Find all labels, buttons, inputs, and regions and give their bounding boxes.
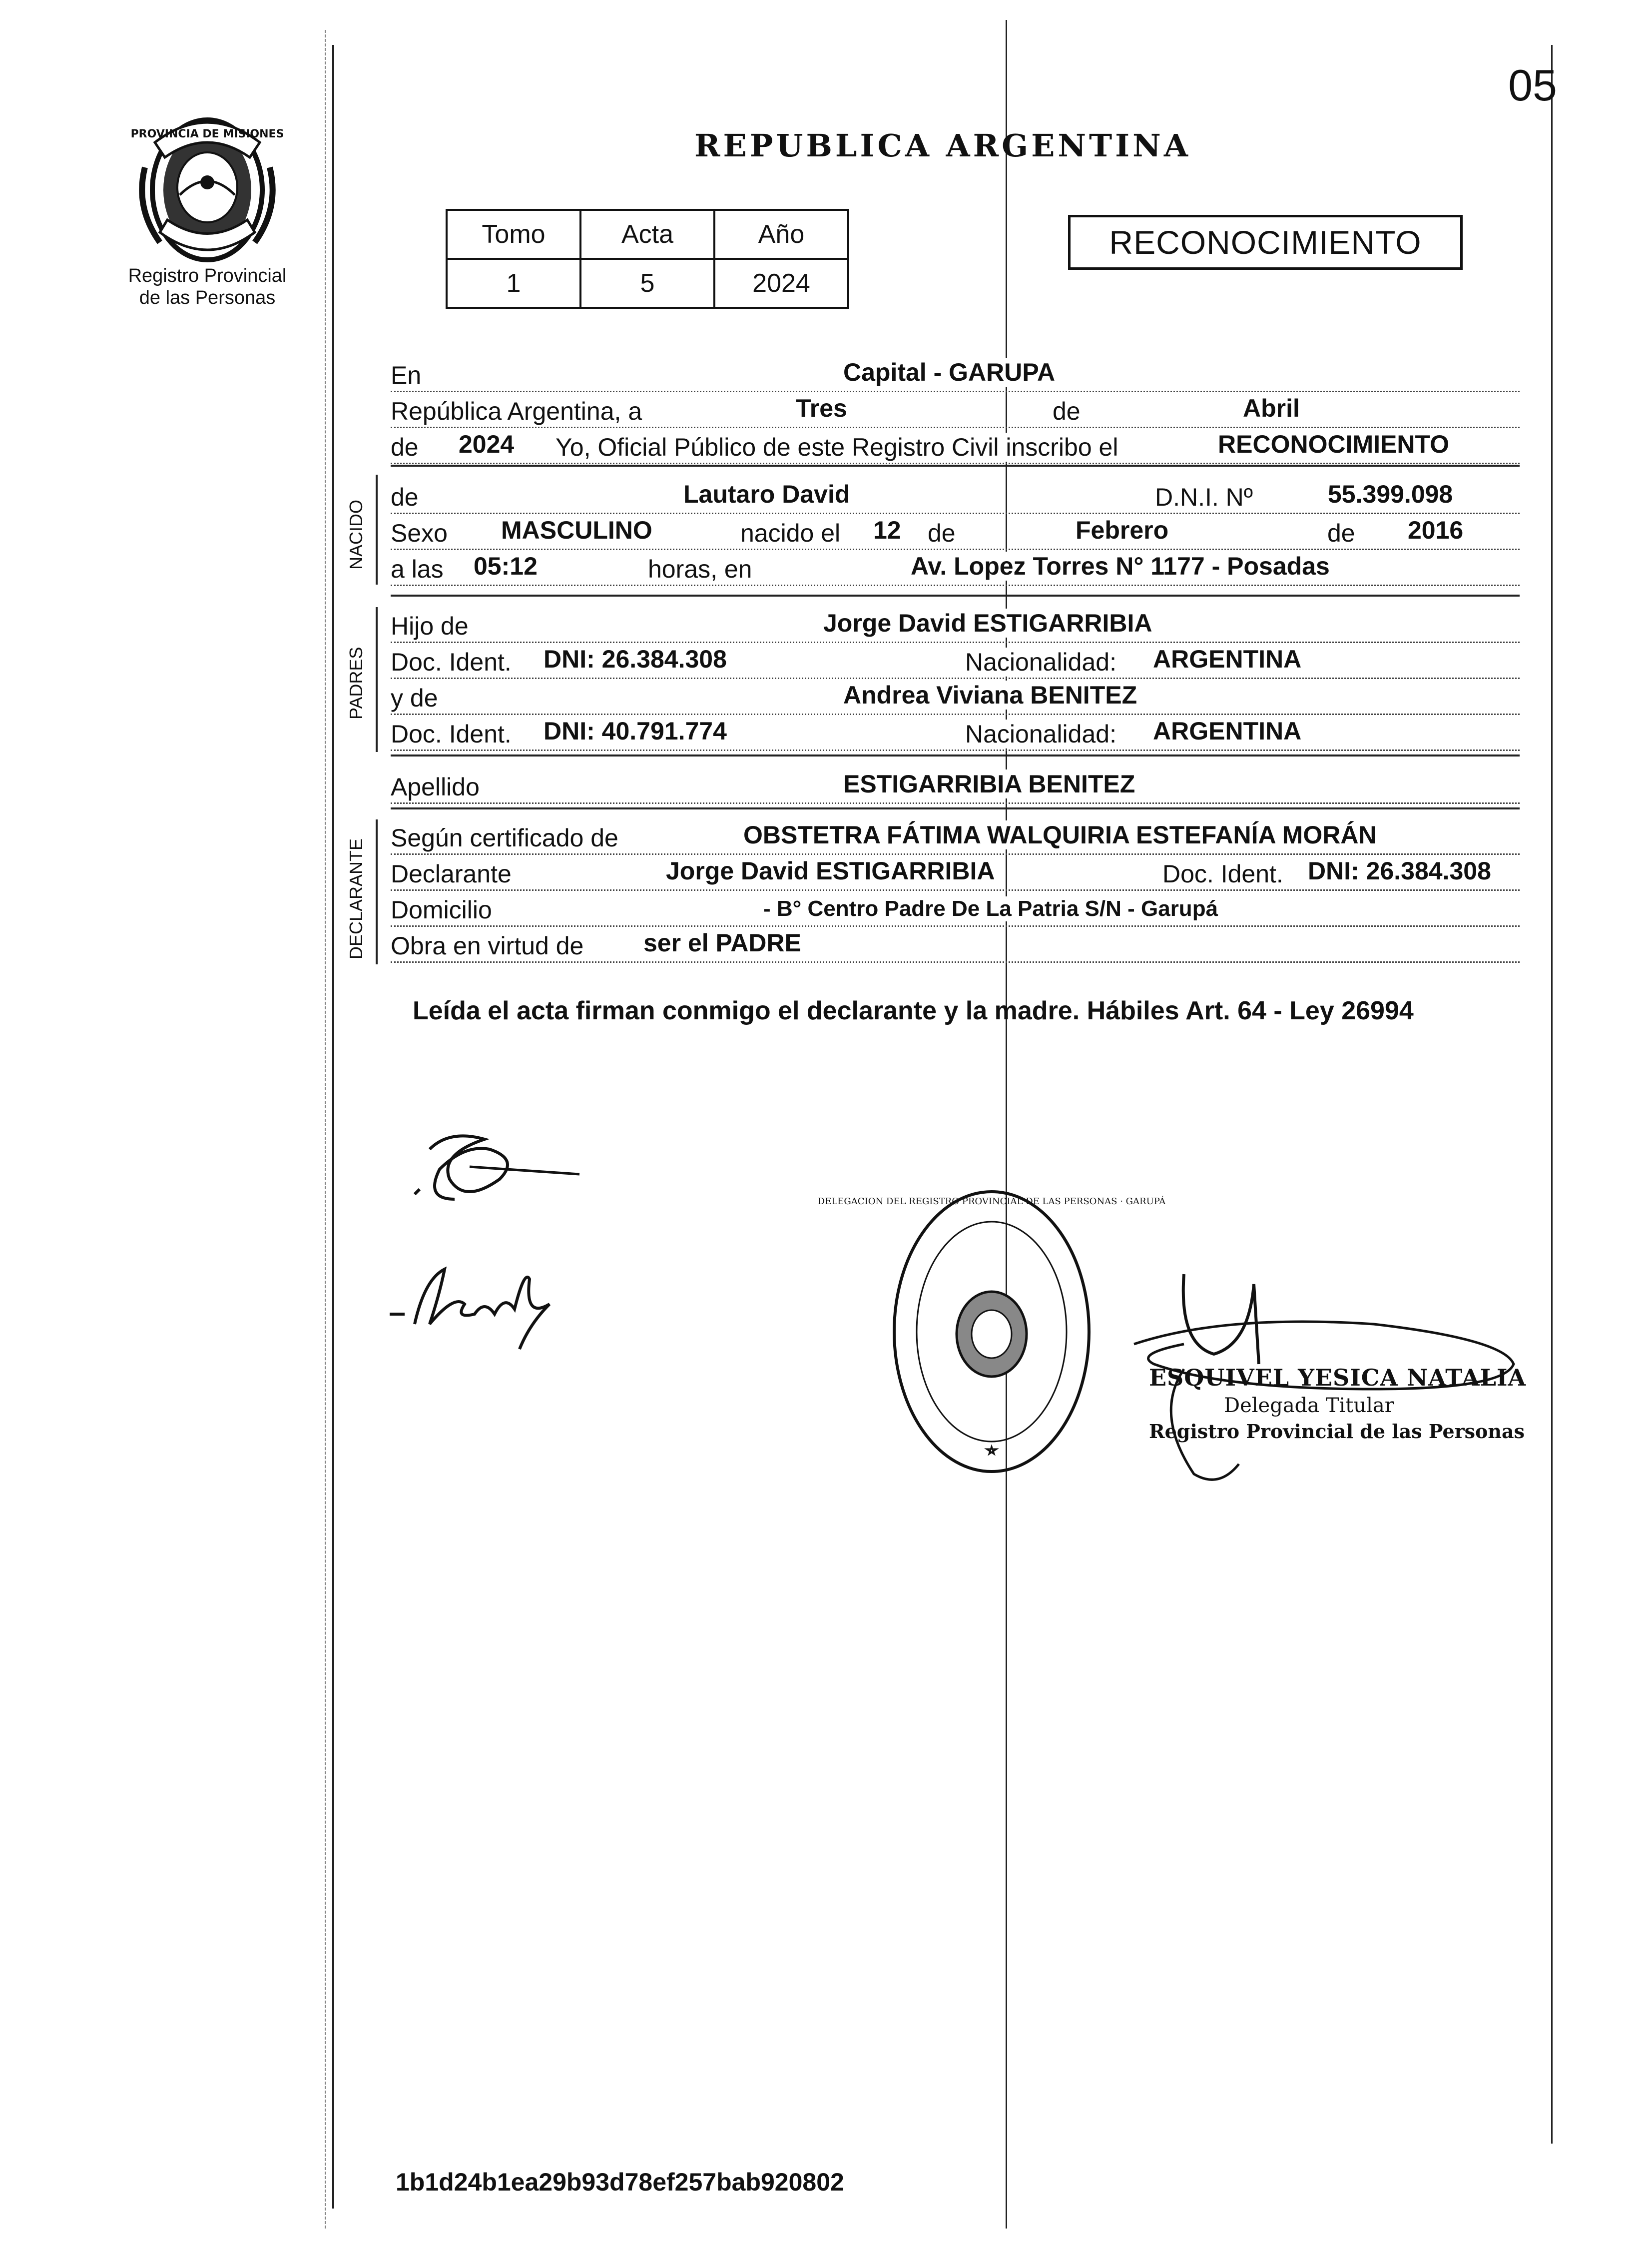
- oficial-text: Yo, Oficial Público de este Registro Civil inscribo el: [555, 433, 1121, 462]
- mother-doc-value: DNI: 40.791.774: [541, 717, 730, 746]
- child-dni-value: 55.399.098: [1325, 480, 1456, 509]
- obra-value: ser el PADRE: [640, 928, 804, 957]
- left-margin-line: [332, 45, 334, 2209]
- row-obra: [391, 929, 1520, 963]
- registry-caption-line-1: Registro Provincial: [128, 265, 287, 286]
- nacido-section-label: NACIDO: [346, 499, 366, 570]
- official-block: [1149, 1364, 1526, 1443]
- certificado-label: Según certificado de: [391, 823, 621, 852]
- father-nationality-label: Nacionalidad:: [965, 648, 1119, 677]
- separator-1: [391, 465, 1520, 467]
- sexo-value: MASCULINO: [498, 516, 655, 545]
- de-label: de: [1053, 397, 1084, 426]
- header-anio: Año: [714, 210, 848, 259]
- de-year-label: de: [391, 433, 422, 462]
- row-declarante: [391, 857, 1520, 891]
- mother-doc-label: Doc. Ident.: [391, 720, 515, 749]
- record-table: [446, 209, 849, 309]
- official-role: Delegada Titular: [1224, 1394, 1394, 1417]
- row-certificado: [391, 821, 1520, 855]
- row-hijo-de: [391, 610, 1520, 643]
- dni-label: D.N.I. Nº: [1155, 483, 1256, 512]
- header-tomo: Tomo: [447, 210, 580, 259]
- declarante-name-value: Jorge David ESTIGARRIBIA: [663, 856, 998, 885]
- header-acta: Acta: [580, 210, 714, 259]
- separator-4: [391, 807, 1520, 809]
- value-tomo: 1: [447, 259, 580, 308]
- apellido-value: ESTIGARRIBIA BENITEZ: [840, 769, 1138, 798]
- a-las-label: a las: [391, 555, 447, 584]
- official-name: ESQUIVEL YESICA NATALIA: [1149, 1364, 1527, 1391]
- republica-label: República Argentina, a: [391, 397, 645, 426]
- year-value: 2024: [456, 430, 517, 459]
- row-nacido-sexo: [391, 517, 1520, 550]
- stamp-text: DELEGACION DEL REGISTRO PROVINCIAL DE LAS PERSONAS · GARUPÁ: [817, 1196, 1166, 1207]
- father-doc-value: DNI: 26.384.308: [541, 645, 730, 674]
- declarante-label: Declarante: [391, 859, 515, 888]
- declarante-doc-label: Doc. Ident.: [1162, 859, 1286, 888]
- horas-en-label: horas, en: [648, 555, 755, 584]
- mother-signature: [380, 1249, 569, 1359]
- sexo-label: Sexo: [391, 519, 451, 548]
- left-dashed-edge: [325, 30, 328, 2229]
- month-value: Abril: [1240, 394, 1303, 423]
- birth-time-value: 05:12: [471, 552, 541, 581]
- declarante-section-label: DECLARANTE: [346, 838, 366, 959]
- birth-de-label: de: [928, 519, 959, 548]
- row-domicilio: [391, 893, 1520, 927]
- mother-name-value: Andrea Viviana BENITEZ: [840, 681, 1140, 710]
- center-fold-line: [1006, 20, 1007, 2229]
- value-anio: 2024: [714, 259, 848, 308]
- father-doc-label: Doc. Ident.: [391, 648, 515, 677]
- apellido-label: Apellido: [391, 772, 483, 801]
- padres-section-label: PADRES: [346, 647, 366, 720]
- registry-caption-line-2: de las Personas: [139, 287, 276, 308]
- document-hash: 1b1d24b1ea29b93d78ef257bab920802: [396, 2168, 844, 2196]
- child-name-value: Lautaro David: [680, 480, 853, 509]
- separator-3: [391, 754, 1520, 756]
- declarante-doc-value: DNI: 26.384.308: [1305, 856, 1494, 885]
- province-seal-logo: [125, 107, 290, 272]
- nacido-bracket: [376, 475, 378, 585]
- day-value: Tres: [793, 394, 850, 423]
- row-nacido-name: [391, 481, 1520, 514]
- page-number: 05: [1508, 60, 1557, 110]
- birth-place-value: Av. Lopez Torres N° 1177 - Posadas: [908, 552, 1333, 581]
- act-value: RECONOCIMIENTO: [1215, 430, 1452, 459]
- row-y-de: [391, 682, 1520, 715]
- declarante-bracket: [376, 819, 378, 964]
- closing-statement: Leída el acta firman conmigo el declarante y la madre. Hábiles Art. 64 - Ley 26994: [413, 996, 1414, 1025]
- birth-month-value: Febrero: [1073, 516, 1171, 545]
- hijo-de-label: Hijo de: [391, 612, 472, 641]
- birth-day-value: 12: [870, 516, 904, 545]
- father-nationality-value: ARGENTINA: [1150, 645, 1304, 674]
- row-nacido-hora: [391, 553, 1520, 586]
- domicilio-value: - B° Centro Padre De La Patria S/N - Garupá: [760, 896, 1221, 921]
- row-en: [391, 359, 1520, 392]
- birth-year-value: 2016: [1405, 516, 1466, 545]
- padres-bracket: [376, 607, 378, 752]
- father-name-value: Jorge David ESTIGARRIBIA: [820, 609, 1155, 638]
- right-margin-line: [1551, 45, 1553, 2144]
- row-apellido: [391, 770, 1520, 804]
- place-value: Capital - GARUPA: [840, 358, 1058, 387]
- declarante-signature: [410, 1119, 589, 1229]
- birth-de-year-label: de: [1327, 519, 1358, 548]
- en-label: En: [391, 361, 424, 390]
- nacido-el-label: nacido el: [740, 519, 843, 548]
- row-father-doc: [391, 646, 1520, 679]
- mother-nationality-label: Nacionalidad:: [965, 720, 1119, 749]
- row-republica: [391, 395, 1520, 428]
- official-office: Registro Provincial de las Personas: [1149, 1420, 1525, 1443]
- mother-nationality-value: ARGENTINA: [1150, 717, 1304, 746]
- registry-caption: [100, 265, 315, 309]
- certificado-value: OBSTETRA FÁTIMA WALQUIRIA ESTEFANÍA MORÁN: [740, 820, 1380, 849]
- y-de-label: y de: [391, 684, 441, 713]
- logo-text: PROVINCIA DE MISIONES: [130, 128, 284, 140]
- country-title: REPUBLICA ARGENTINA: [694, 127, 1191, 164]
- row-year: [391, 431, 1520, 464]
- act-type-box: RECONOCIMIENTO: [1068, 215, 1463, 270]
- nacido-de-label: de: [391, 483, 422, 512]
- separator-2: [391, 595, 1520, 597]
- row-mother-doc: [391, 718, 1520, 751]
- registry-stamp: [817, 1184, 1166, 1479]
- obra-label: Obra en virtud de: [391, 931, 586, 960]
- value-acta: 5: [580, 259, 714, 308]
- domicilio-label: Domicilio: [391, 895, 495, 924]
